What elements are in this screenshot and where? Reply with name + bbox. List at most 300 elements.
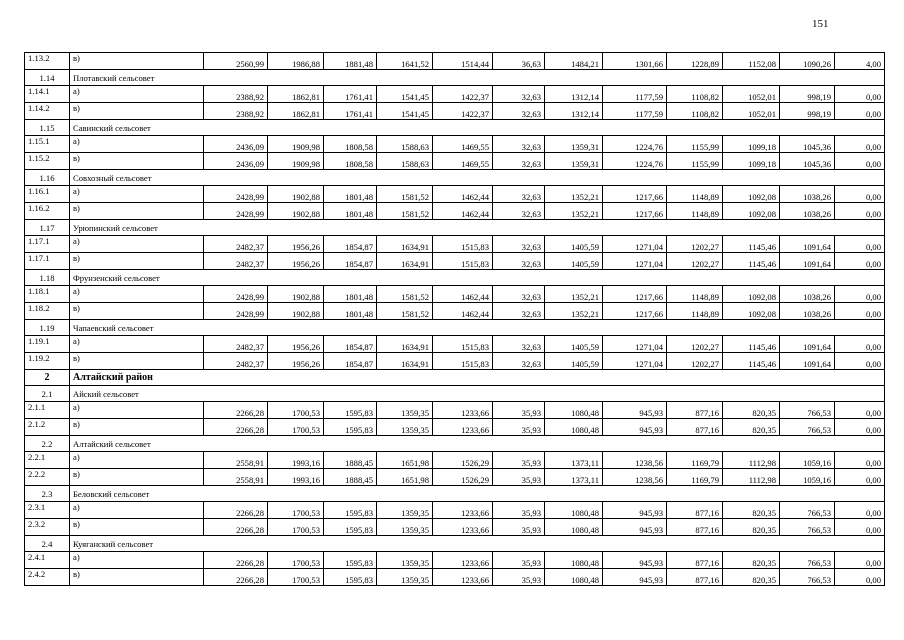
value-cell: 1808,58 — [324, 136, 377, 153]
section-code: 1.16 — [25, 170, 70, 186]
value-cell: 2388,92 — [204, 103, 268, 120]
value-cell: 998,19 — [780, 103, 835, 120]
section-name: Урюпинский сельсовет — [70, 220, 885, 236]
row-variant: а) — [70, 186, 204, 203]
value-cell: 2482,37 — [204, 353, 268, 370]
section-name: Плотавский сельсовет — [70, 70, 885, 86]
section-name: Алтайский сельсовет — [70, 436, 885, 452]
value-cell: 1169,79 — [667, 452, 723, 469]
value-cell: 877,16 — [667, 569, 723, 586]
value-cell: 35,93 — [493, 402, 545, 419]
section-header-row — [25, 220, 885, 236]
value-cell: 1217,66 — [603, 303, 667, 320]
table-row — [25, 236, 885, 253]
value-cell: 1145,46 — [723, 253, 780, 270]
value-cell: 1233,66 — [433, 502, 493, 519]
row-variant: в) — [70, 519, 204, 536]
value-cell: 1359,35 — [377, 519, 433, 536]
value-cell: 32,63 — [493, 86, 545, 103]
value-cell: 1993,16 — [268, 452, 324, 469]
table-row — [25, 136, 885, 153]
row-variant: в) — [70, 419, 204, 436]
row-code: 2.4.1 — [25, 552, 70, 569]
value-cell: 1099,18 — [723, 153, 780, 170]
value-cell: 1152,08 — [723, 53, 780, 70]
value-cell: 1700,53 — [268, 419, 324, 436]
value-cell: 820,35 — [723, 419, 780, 436]
value-cell: 32,63 — [493, 286, 545, 303]
value-cell: 1700,53 — [268, 552, 324, 569]
value-cell: 1091,64 — [780, 253, 835, 270]
value-cell: 820,35 — [723, 502, 780, 519]
value-cell: 877,16 — [667, 402, 723, 419]
value-cell: 1854,87 — [324, 353, 377, 370]
value-cell: 1359,31 — [545, 153, 603, 170]
value-cell: 2428,99 — [204, 286, 268, 303]
row-code: 2.2.1 — [25, 452, 70, 469]
value-cell: 32,63 — [493, 303, 545, 320]
value-cell: 1217,66 — [603, 203, 667, 220]
row-variant: в) — [70, 203, 204, 220]
value-cell: 2428,99 — [204, 186, 268, 203]
value-cell: 0,00 — [835, 502, 885, 519]
value-cell: 1108,82 — [667, 86, 723, 103]
value-cell: 1808,58 — [324, 153, 377, 170]
value-cell: 1038,26 — [780, 286, 835, 303]
value-cell: 1228,89 — [667, 53, 723, 70]
row-variant: а) — [70, 552, 204, 569]
value-cell: 945,93 — [603, 519, 667, 536]
section-header-row — [25, 486, 885, 502]
value-cell: 1595,83 — [324, 419, 377, 436]
section-code: 1.19 — [25, 320, 70, 336]
value-cell: 1888,45 — [324, 452, 377, 469]
value-cell: 1038,26 — [780, 203, 835, 220]
value-cell: 1588,63 — [377, 136, 433, 153]
value-cell: 1651,98 — [377, 452, 433, 469]
value-cell: 32,63 — [493, 336, 545, 353]
value-cell: 0,00 — [835, 286, 885, 303]
value-cell: 1581,52 — [377, 186, 433, 203]
value-cell: 1462,44 — [433, 186, 493, 203]
value-cell: 1541,45 — [377, 86, 433, 103]
value-cell: 1854,87 — [324, 236, 377, 253]
value-cell: 1588,63 — [377, 153, 433, 170]
table-row — [25, 286, 885, 303]
row-variant: а) — [70, 86, 204, 103]
section-name: Алтайский район — [70, 370, 885, 386]
value-cell: 2482,37 — [204, 336, 268, 353]
value-cell: 1462,44 — [433, 303, 493, 320]
value-cell: 32,63 — [493, 136, 545, 153]
value-cell: 2266,28 — [204, 502, 268, 519]
value-cell: 1595,83 — [324, 502, 377, 519]
row-variant: в) — [70, 569, 204, 586]
value-cell: 1462,44 — [433, 203, 493, 220]
value-cell: 1422,37 — [433, 86, 493, 103]
value-cell: 1352,21 — [545, 286, 603, 303]
value-cell: 820,35 — [723, 552, 780, 569]
value-cell: 1155,99 — [667, 136, 723, 153]
row-variant: в) — [70, 303, 204, 320]
value-cell: 1217,66 — [603, 186, 667, 203]
value-cell: 1515,83 — [433, 336, 493, 353]
value-cell: 1052,01 — [723, 103, 780, 120]
value-cell: 1641,52 — [377, 53, 433, 70]
section-name: Совхозный сельсовет — [70, 170, 885, 186]
value-cell: 1700,53 — [268, 519, 324, 536]
value-cell: 0,00 — [835, 452, 885, 469]
value-cell: 1956,26 — [268, 336, 324, 353]
table-row — [25, 153, 885, 170]
value-cell: 35,93 — [493, 419, 545, 436]
value-cell: 1700,53 — [268, 569, 324, 586]
value-cell: 1202,27 — [667, 253, 723, 270]
section-header-row — [25, 170, 885, 186]
value-cell: 1469,55 — [433, 136, 493, 153]
value-cell: 2558,91 — [204, 469, 268, 486]
value-cell: 1956,26 — [268, 253, 324, 270]
value-cell: 877,16 — [667, 552, 723, 569]
row-code: 1.19.1 — [25, 336, 70, 353]
value-cell: 1801,48 — [324, 303, 377, 320]
value-cell: 1405,59 — [545, 253, 603, 270]
value-cell: 0,00 — [835, 419, 885, 436]
value-cell: 1038,26 — [780, 303, 835, 320]
row-variant: в) — [70, 469, 204, 486]
page-number: 151 — [812, 18, 829, 30]
value-cell: 1469,55 — [433, 153, 493, 170]
row-variant: а) — [70, 402, 204, 419]
value-cell: 0,00 — [835, 303, 885, 320]
row-code: 1.15.2 — [25, 153, 70, 170]
value-cell: 1359,35 — [377, 402, 433, 419]
value-cell: 1761,41 — [324, 86, 377, 103]
table-row — [25, 303, 885, 320]
value-cell: 1581,52 — [377, 286, 433, 303]
value-cell: 877,16 — [667, 419, 723, 436]
row-code: 1.19.2 — [25, 353, 70, 370]
value-cell: 1092,08 — [723, 186, 780, 203]
value-cell: 0,00 — [835, 519, 885, 536]
row-variant: а) — [70, 336, 204, 353]
value-cell: 1581,52 — [377, 303, 433, 320]
value-cell: 36,63 — [493, 53, 545, 70]
value-cell: 2266,28 — [204, 552, 268, 569]
value-cell: 766,53 — [780, 419, 835, 436]
value-cell: 35,93 — [493, 552, 545, 569]
value-cell: 1217,66 — [603, 286, 667, 303]
row-code: 1.18.1 — [25, 286, 70, 303]
value-cell: 1854,87 — [324, 253, 377, 270]
value-cell: 0,00 — [835, 253, 885, 270]
value-cell: 1526,29 — [433, 452, 493, 469]
value-cell: 1092,08 — [723, 303, 780, 320]
value-cell: 1052,01 — [723, 86, 780, 103]
value-cell: 1515,83 — [433, 253, 493, 270]
value-cell: 1112,98 — [723, 452, 780, 469]
value-cell: 2560,99 — [204, 53, 268, 70]
value-cell: 766,53 — [780, 502, 835, 519]
value-cell: 2266,28 — [204, 419, 268, 436]
section-name: Савинский сельсовет — [70, 120, 885, 136]
value-cell: 1595,83 — [324, 569, 377, 586]
value-cell: 1271,04 — [603, 353, 667, 370]
value-cell: 766,53 — [780, 519, 835, 536]
value-cell: 1405,59 — [545, 236, 603, 253]
value-cell: 2436,09 — [204, 153, 268, 170]
row-code: 1.18.2 — [25, 303, 70, 320]
value-cell: 0,00 — [835, 569, 885, 586]
value-cell: 1422,37 — [433, 103, 493, 120]
value-cell: 1312,14 — [545, 86, 603, 103]
value-cell: 1373,11 — [545, 452, 603, 469]
value-cell: 4,00 — [835, 53, 885, 70]
value-cell: 1155,99 — [667, 153, 723, 170]
row-code: 2.3.1 — [25, 502, 70, 519]
value-cell: 1080,48 — [545, 569, 603, 586]
value-cell: 1700,53 — [268, 502, 324, 519]
table-row — [25, 336, 885, 353]
value-cell: 1359,31 — [545, 136, 603, 153]
value-cell: 1359,35 — [377, 569, 433, 586]
section-code: 2.4 — [25, 536, 70, 552]
value-cell: 1651,98 — [377, 469, 433, 486]
value-cell: 2388,92 — [204, 86, 268, 103]
value-cell: 945,93 — [603, 569, 667, 586]
row-code: 1.14.1 — [25, 86, 70, 103]
row-variant: в) — [70, 103, 204, 120]
value-cell: 1202,27 — [667, 353, 723, 370]
value-cell: 2266,28 — [204, 402, 268, 419]
value-cell: 1359,35 — [377, 419, 433, 436]
value-cell: 1233,66 — [433, 402, 493, 419]
table-row — [25, 86, 885, 103]
row-code: 2.4.2 — [25, 569, 70, 586]
value-cell: 1224,76 — [603, 136, 667, 153]
table-row — [25, 502, 885, 519]
value-cell: 1956,26 — [268, 353, 324, 370]
value-cell: 1233,66 — [433, 569, 493, 586]
value-cell: 0,00 — [835, 236, 885, 253]
table-row — [25, 402, 885, 419]
value-cell: 0,00 — [835, 203, 885, 220]
row-code: 1.15.1 — [25, 136, 70, 153]
value-cell: 1761,41 — [324, 103, 377, 120]
section-header-row — [25, 70, 885, 86]
table-row — [25, 552, 885, 569]
row-variant: в) — [70, 353, 204, 370]
value-cell: 1700,53 — [268, 402, 324, 419]
value-cell: 32,63 — [493, 203, 545, 220]
value-cell: 1091,64 — [780, 236, 835, 253]
section-name: Чапаевский сельсовет — [70, 320, 885, 336]
row-code: 1.16.1 — [25, 186, 70, 203]
row-code: 2.3.2 — [25, 519, 70, 536]
value-cell: 1986,88 — [268, 53, 324, 70]
district-header-row — [25, 370, 885, 386]
row-code: 2.1.2 — [25, 419, 70, 436]
value-cell: 1634,91 — [377, 236, 433, 253]
value-cell: 35,93 — [493, 452, 545, 469]
section-name: Куяганский сельсовет — [70, 536, 885, 552]
table-row — [25, 569, 885, 586]
value-cell: 1233,66 — [433, 552, 493, 569]
section-code: 1.18 — [25, 270, 70, 286]
value-cell: 1373,11 — [545, 469, 603, 486]
section-code: 2.1 — [25, 386, 70, 402]
value-cell: 0,00 — [835, 86, 885, 103]
value-cell: 35,93 — [493, 569, 545, 586]
value-cell: 1059,16 — [780, 469, 835, 486]
value-cell: 35,93 — [493, 519, 545, 536]
value-cell: 1080,48 — [545, 552, 603, 569]
value-cell: 1080,48 — [545, 419, 603, 436]
value-cell: 1233,66 — [433, 519, 493, 536]
value-cell: 1359,35 — [377, 552, 433, 569]
value-cell: 1595,83 — [324, 402, 377, 419]
table-row — [25, 53, 885, 70]
value-cell: 0,00 — [835, 103, 885, 120]
value-cell: 1145,46 — [723, 336, 780, 353]
value-cell: 1312,14 — [545, 103, 603, 120]
value-cell: 2436,09 — [204, 136, 268, 153]
value-cell: 1148,89 — [667, 286, 723, 303]
section-code: 1.15 — [25, 120, 70, 136]
row-code: 1.16.2 — [25, 203, 70, 220]
value-cell: 820,35 — [723, 569, 780, 586]
value-cell: 1177,59 — [603, 103, 667, 120]
value-cell: 1202,27 — [667, 236, 723, 253]
value-cell: 1080,48 — [545, 519, 603, 536]
value-cell: 1099,18 — [723, 136, 780, 153]
section-code: 2.2 — [25, 436, 70, 452]
value-cell: 1902,88 — [268, 303, 324, 320]
row-variant: а) — [70, 502, 204, 519]
value-cell: 1090,26 — [780, 53, 835, 70]
row-code: 1.13.2 — [25, 53, 70, 70]
value-cell: 1801,48 — [324, 186, 377, 203]
table-row — [25, 469, 885, 486]
row-variant: в) — [70, 153, 204, 170]
value-cell: 1595,83 — [324, 552, 377, 569]
value-cell: 0,00 — [835, 353, 885, 370]
value-cell: 820,35 — [723, 519, 780, 536]
value-cell: 1233,66 — [433, 419, 493, 436]
row-variant: а) — [70, 286, 204, 303]
table-row — [25, 452, 885, 469]
value-cell: 1801,48 — [324, 286, 377, 303]
value-cell: 1634,91 — [377, 253, 433, 270]
value-cell: 1581,52 — [377, 203, 433, 220]
table-row — [25, 253, 885, 270]
row-variant: в) — [70, 253, 204, 270]
row-code: 1.14.2 — [25, 103, 70, 120]
value-cell: 1224,76 — [603, 153, 667, 170]
section-name: Фрунзенский сельсовет — [70, 270, 885, 286]
value-cell: 2428,99 — [204, 203, 268, 220]
value-cell: 32,63 — [493, 186, 545, 203]
value-cell: 1148,89 — [667, 186, 723, 203]
value-cell: 1514,44 — [433, 53, 493, 70]
value-cell: 1092,08 — [723, 203, 780, 220]
value-cell: 766,53 — [780, 402, 835, 419]
value-cell: 1238,56 — [603, 469, 667, 486]
value-cell: 1108,82 — [667, 103, 723, 120]
section-header-row — [25, 320, 885, 336]
value-cell: 2266,28 — [204, 569, 268, 586]
value-cell: 1902,88 — [268, 286, 324, 303]
value-cell: 1202,27 — [667, 336, 723, 353]
value-cell: 1352,21 — [545, 186, 603, 203]
value-cell: 1080,48 — [545, 502, 603, 519]
section-name: Айский сельсовет — [70, 386, 885, 402]
value-cell: 1271,04 — [603, 336, 667, 353]
value-cell: 1271,04 — [603, 253, 667, 270]
value-cell: 1045,36 — [780, 153, 835, 170]
value-cell: 2266,28 — [204, 519, 268, 536]
value-cell: 32,63 — [493, 353, 545, 370]
value-cell: 998,19 — [780, 86, 835, 103]
value-cell: 1595,83 — [324, 519, 377, 536]
value-cell: 0,00 — [835, 402, 885, 419]
value-cell: 1352,21 — [545, 203, 603, 220]
value-cell: 1909,98 — [268, 153, 324, 170]
value-cell: 1526,29 — [433, 469, 493, 486]
value-cell: 945,93 — [603, 402, 667, 419]
value-cell: 32,63 — [493, 236, 545, 253]
row-code: 2.2.2 — [25, 469, 70, 486]
section-header-row — [25, 536, 885, 552]
value-cell: 945,93 — [603, 419, 667, 436]
value-cell: 1956,26 — [268, 236, 324, 253]
table-row — [25, 419, 885, 436]
value-cell: 1091,64 — [780, 336, 835, 353]
value-cell: 1169,79 — [667, 469, 723, 486]
value-cell: 1405,59 — [545, 353, 603, 370]
value-cell: 1045,36 — [780, 136, 835, 153]
value-cell: 945,93 — [603, 502, 667, 519]
value-cell: 1271,04 — [603, 236, 667, 253]
value-cell: 1112,98 — [723, 469, 780, 486]
value-cell: 1359,35 — [377, 502, 433, 519]
value-cell: 1091,64 — [780, 353, 835, 370]
value-cell: 1515,83 — [433, 236, 493, 253]
row-code: 1.17.1 — [25, 253, 70, 270]
value-cell: 0,00 — [835, 153, 885, 170]
value-cell: 1405,59 — [545, 336, 603, 353]
value-cell: 1881,48 — [324, 53, 377, 70]
value-cell: 0,00 — [835, 552, 885, 569]
value-cell: 1092,08 — [723, 286, 780, 303]
value-cell: 0,00 — [835, 336, 885, 353]
value-cell: 1148,89 — [667, 203, 723, 220]
section-header-row — [25, 120, 885, 136]
row-variant: а) — [70, 452, 204, 469]
table-row — [25, 186, 885, 203]
row-variant: а) — [70, 136, 204, 153]
value-cell: 1145,46 — [723, 353, 780, 370]
row-code: 2.1.1 — [25, 402, 70, 419]
section-header-row — [25, 436, 885, 452]
value-cell: 32,63 — [493, 153, 545, 170]
value-cell: 1080,48 — [545, 402, 603, 419]
value-cell: 1352,21 — [545, 303, 603, 320]
value-cell: 1148,89 — [667, 303, 723, 320]
value-cell: 1059,16 — [780, 452, 835, 469]
value-cell: 1801,48 — [324, 203, 377, 220]
value-cell: 1145,46 — [723, 236, 780, 253]
